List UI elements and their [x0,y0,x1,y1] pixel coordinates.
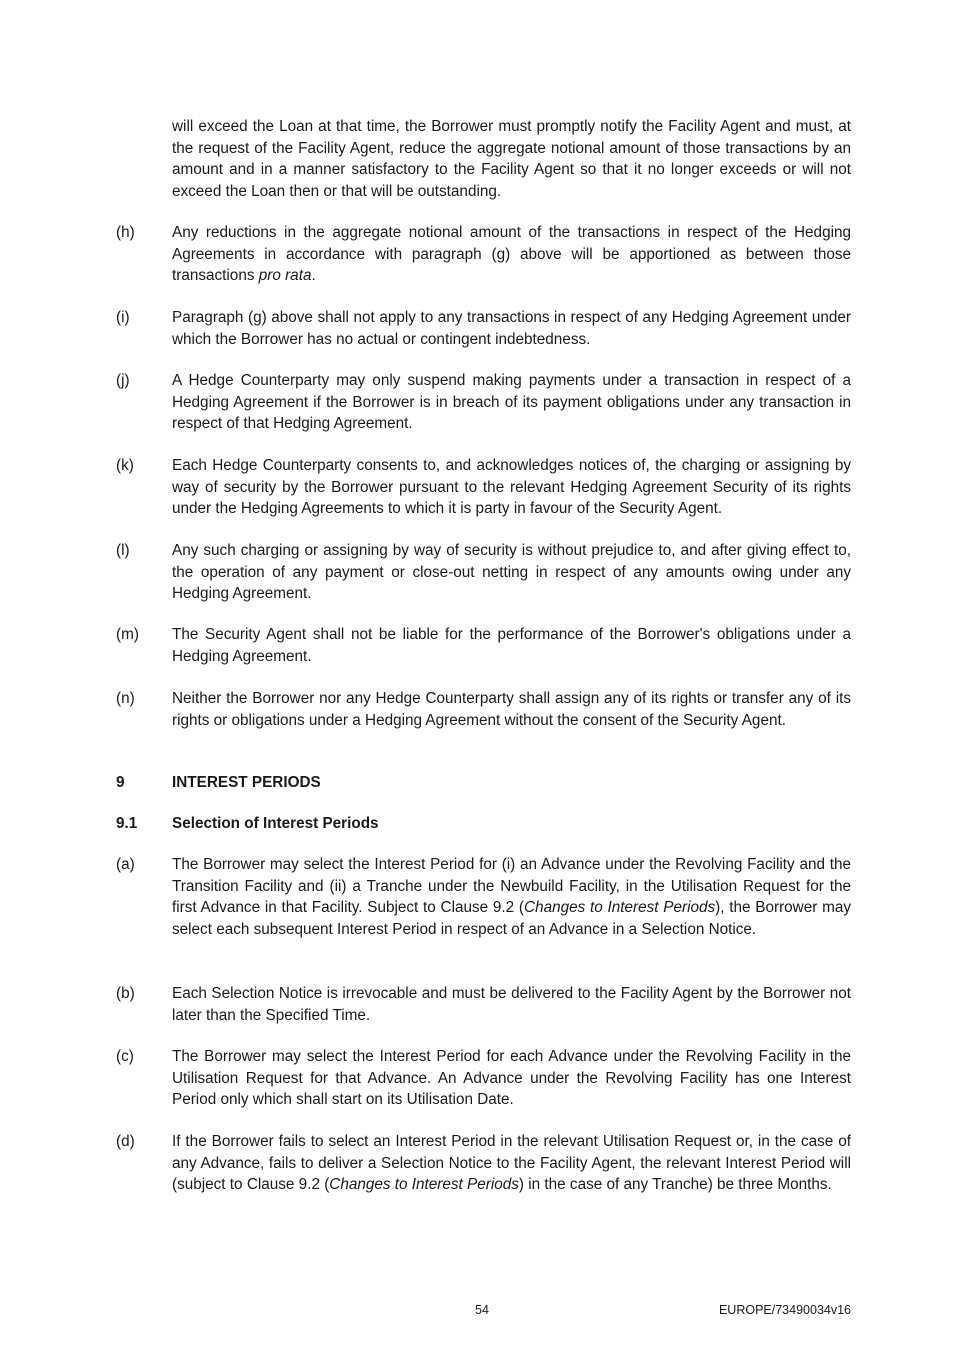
clause-text-h-italic: pro rata [258,267,312,285]
continuation-paragraph: will exceed the Loan at that time, the Borrower must promptly notify the Facility Agent and must, at the request of the Facility Agent, reduce the aggregate notional amount of those transactions by an amount and in a manner satisfactory to the Facility Agent so that it no longer exceeds or will not exceed the Loan then or that will be outstanding. [172,118,851,201]
section-number: 9 [116,774,125,791]
clause-text-h [172,222,851,287]
clause-text-d-post: ) in the case of any Tranche) be three Months. [518,1176,832,1194]
clause-label-m: (m) [116,626,139,643]
clause-label-b: (b) [116,985,135,1002]
section-title: INTEREST PERIODS [172,774,321,791]
clause-text-l: Any such charging or assigning by way of security is without prejudice to, and after giving effect to, the operation of any payment or close-out netting in respect of any amounts owing under any Hedging Agreement. [172,542,851,603]
clause-text-a-pre: The Borrower may select the Interest Period for (i) an Advance under the Revolving Facility and the Transition Facility and (ii) a Tranche under the Newbuild Facility, in the Utilisation Request for the first Advance in that Facility. Subject to Clause 9.2 ( [172,856,851,917]
clause-label-c: (c) [116,1048,134,1065]
clause-text-d [172,1131,851,1196]
clause-text-a-post: ), the Borrower may select each subsequent Interest Period in respect of an Advance in a Selection Notice. [172,899,851,939]
clause-text-a-italic: Changes to Interest Periods [524,899,716,917]
clause-label-h: (h) [116,224,135,241]
clause-label-a: (a) [116,856,135,873]
clause-text-m: The Security Agent shall not be liable for the performance of the Borrower's obligations under a Hedging Agreement. [172,626,851,665]
clause-label-i: (i) [116,309,130,326]
clause-text-j: A Hedge Counterparty may only suspend making payments under a transaction in respect of a Hedging Agreement if the Borrower is in breach of its payment obligations under any transaction in respect of that Hedging Agreement. [172,372,851,433]
clause-text-k: Each Hedge Counterparty consents to, and acknowledges notices of, the charging or assigning by way of security by the Borrower pursuant to the relevant Hedging Agreement Security of its rights under the Hedging Agreements to which it is party in favour of the Security Agent. [172,457,851,518]
clause-text-b: Each Selection Notice is irrevocable and must be delivered to the Facility Agent by the Borrower not later than the Specified Time. [172,985,851,1024]
clause-text-d-italic: Changes to Interest Periods [329,1176,519,1194]
clause-label-j: (j) [116,372,130,389]
clause-label-k: (k) [116,457,134,474]
clause-text-h-post: . [311,267,316,285]
clause-text-a [172,854,851,941]
clause-text-h-pre: Any reductions in the aggregate notional amount of the transactions in respect of the Hedging Agreements in accordance with paragraph (g) above will be apportioned as between those transactions [172,224,851,285]
page-number: 54 [475,1303,489,1317]
document-reference: EUROPE/73490034v16 [718,1303,851,1317]
clause-text-d-pre: If the Borrower fails to select an Interest Period in the relevant Utilisation Request or, in the case of any Advance, fails to deliver a Selection Notice to the Facility Agent, the relevant Interest Period will (subject to Clause 9.2 ( [172,1133,851,1194]
clause-label-d: (d) [116,1133,135,1150]
clause-label-l: (l) [116,542,130,559]
clause-label-n: (n) [116,690,135,707]
subsection-title: Selection of Interest Periods [172,815,379,832]
clause-text-c: The Borrower may select the Interest Period for each Advance under the Revolving Facility in the Utilisation Request for that Advance. An Advance under the Revolving Facility has one Interest Period only which shall start on its Utilisation Date. [172,1048,851,1109]
clause-text-i: Paragraph (g) above shall not apply to any transactions in respect of any Hedging Agreement under which the Borrower has no actual or contingent indebtedness. [172,309,851,348]
subsection-number: 9.1 [116,815,138,832]
clause-text-n: Neither the Borrower nor any Hedge Counterparty shall assign any of its rights or transfer any of its rights or obligations under a Hedging Agreement without the consent of the Security Agent. [172,690,851,729]
